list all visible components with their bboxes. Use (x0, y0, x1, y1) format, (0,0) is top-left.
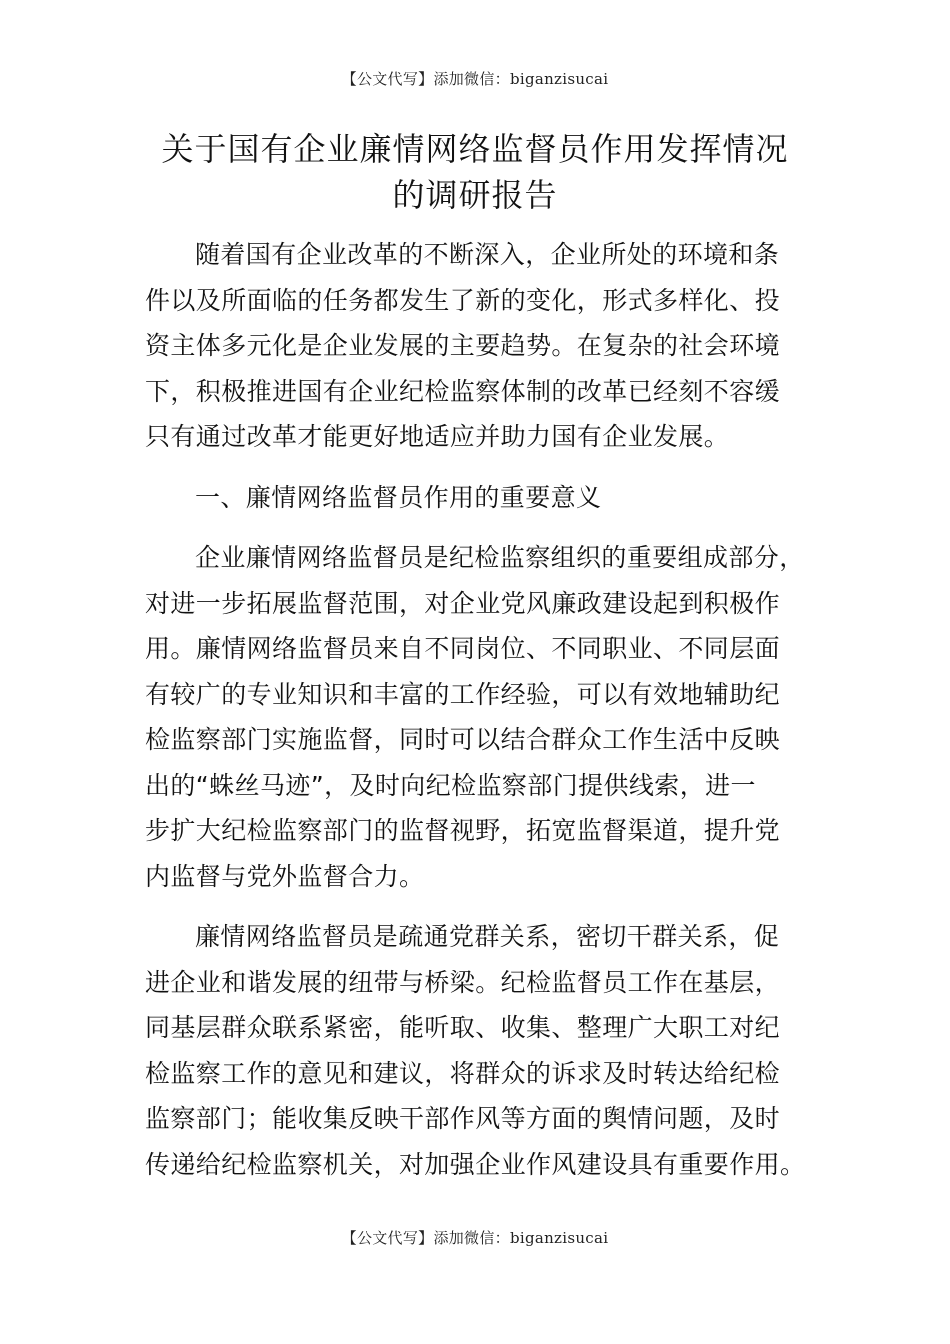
text-line: 同基层群众联系紧密，能听取、收集、整理广大职工对纪 (145, 1013, 781, 1042)
text-line: 有较广的专业知识和丰富的工作经验，可以有效地辅助纪 (145, 679, 781, 709)
text-line: 廉情网络监督员是疏通党群关系，密切干群关系，促 (195, 922, 780, 951)
paragraph-bridge (145, 914, 831, 1187)
text-line: 传递给纪检监察机关，对加强企业作风建设具有重要作用。 (145, 1149, 806, 1179)
text-line: 监察部门；能收集反映干部作风等方面的舆情问题，及时 (145, 1104, 781, 1133)
paragraph-significance (145, 535, 831, 899)
text-line: 步扩大纪检监察部门的监督视野，拓宽监督渠道，提升党 (145, 816, 781, 845)
page-header: 【公文代写】添加微信：biganzisucai (341, 70, 609, 88)
document-title (100, 126, 850, 218)
text-line: 检监察工作的意见和建议，将群众的诉求及时转达给纪检 (145, 1058, 781, 1088)
section-heading (145, 475, 831, 521)
text-line: 出的“蛛丝马迹”，及时向纪检监察部门提供线索，进一 (145, 770, 756, 800)
text-line: 检监察部门实施监督，同时可以结合群众工作生活中反映 (145, 725, 781, 754)
text-line: 内监督与党外监督合力。 (145, 861, 425, 891)
title-line-1: 关于国有企业廉情网络监督员作用发挥情况 (161, 130, 789, 168)
section-heading-text: 一、廉情网络监督员作用的重要意义 (195, 482, 602, 512)
text-line: 用。廉情网络监督员来自不同岗位、不同职业、不同层面 (145, 634, 781, 663)
text-line: 下，积极推进国有企业纪检监察体制的改革已经刻不容缓 (145, 376, 781, 406)
text-line: 只有通过改革才能更好地适应并助力国有企业发展。 (145, 422, 730, 451)
text-line: 件以及所面临的任务都发生了新的变化，形式多样化、投 (145, 285, 781, 315)
text-line: 对进一步拓展监督范围，对企业党风廉政建设起到积极作 (145, 588, 781, 618)
text-line: 企业廉情网络监督员是纪检监察组织的重要组成部分， (195, 543, 805, 572)
text-line: 随着国有企业改革的不断深入，企业所处的环境和条 (195, 240, 780, 269)
text-line: 资主体多元化是企业发展的主要趋势。在复杂的社会环境 (145, 331, 781, 360)
document-body (145, 232, 831, 1187)
title-line-2: 的调研报告 (392, 176, 558, 214)
paragraph-intro (145, 232, 831, 460)
text-line: 进企业和谐发展的纽带与桥梁。纪检监督员工作在基层， (145, 967, 781, 997)
page-footer: 【公文代写】添加微信：biganzisucai (341, 1229, 609, 1247)
